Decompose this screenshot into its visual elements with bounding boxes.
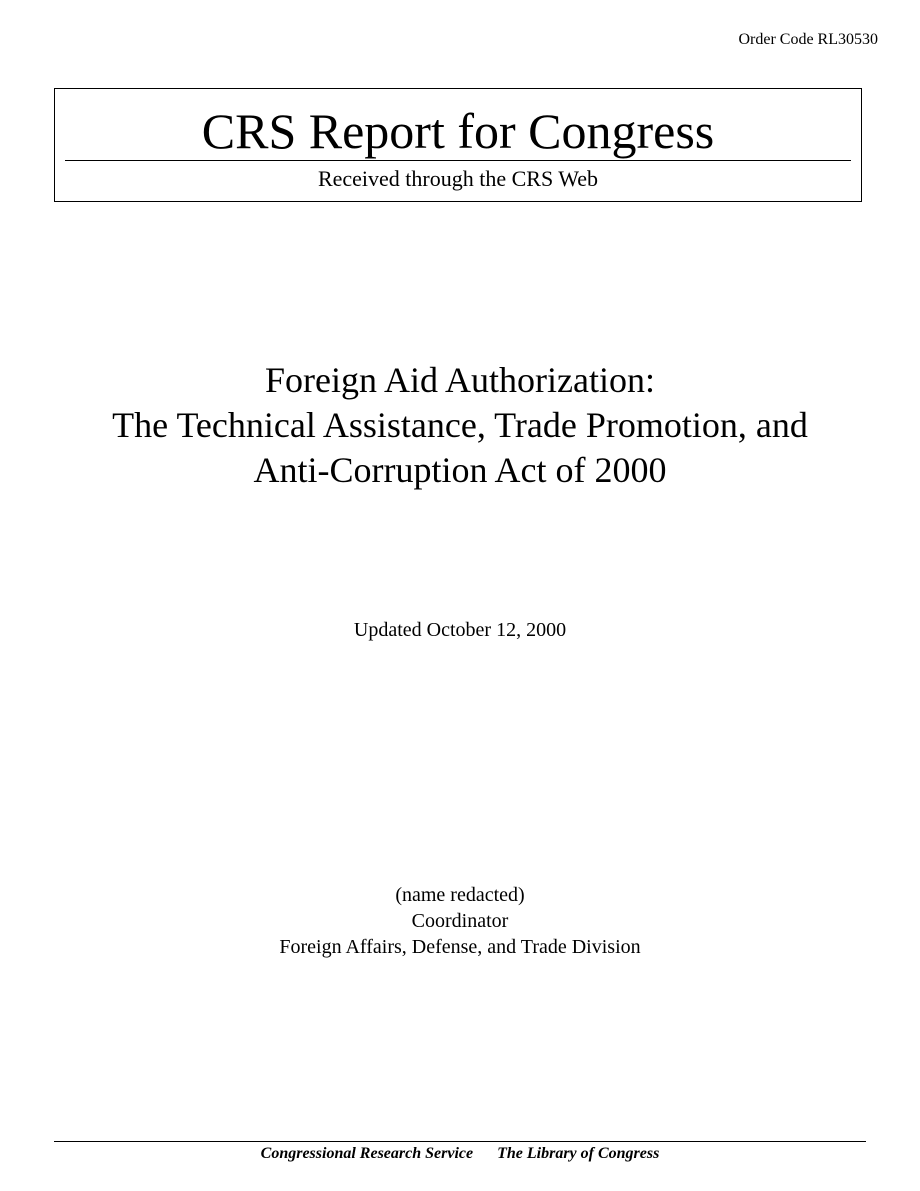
report-title-line-3: Anti-Corruption Act of 2000	[253, 450, 667, 490]
footer-library: The Library of Congress	[497, 1145, 660, 1162]
order-code: Order Code RL30530	[738, 31, 878, 48]
masthead-subtitle: Received through the CRS Web	[317, 166, 599, 191]
author-name: (name redacted)	[395, 884, 525, 906]
masthead-rule	[65, 160, 851, 161]
footer-rule	[54, 1141, 866, 1142]
author-block	[0, 882, 920, 960]
footer	[0, 1144, 920, 1164]
masthead-title: CRS Report for Congress	[201, 103, 715, 159]
report-title	[0, 358, 920, 493]
author-division: Foreign Affairs, Defense, and Trade Division	[279, 936, 641, 958]
masthead-box	[54, 88, 862, 202]
report-title-line-1: Foreign Aid Authorization:	[265, 360, 655, 400]
footer-crs: Congressional Research Service	[260, 1145, 474, 1162]
report-title-line-2: The Technical Assistance, Trade Promotion, and	[112, 405, 808, 445]
author-role: Coordinator	[411, 910, 509, 932]
updated-date: Updated October 12, 2000	[353, 619, 567, 641]
